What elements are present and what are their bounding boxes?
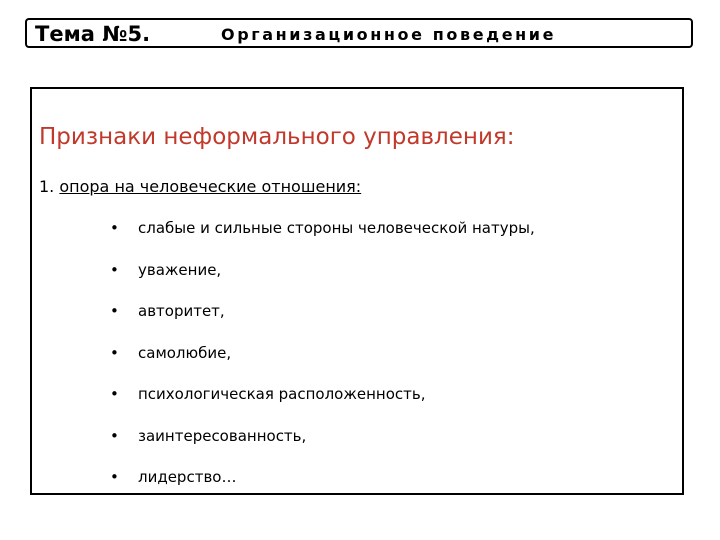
bullet-icon: • bbox=[110, 260, 119, 279]
course-title: Организационное поведение bbox=[221, 25, 557, 44]
list-item-text: слабые и сильные стороны человеческой натуры, bbox=[138, 219, 535, 237]
list-item-text: самолюбие, bbox=[138, 343, 232, 362]
slide-heading: Признаки неформального управления: bbox=[39, 124, 515, 150]
bullet-icon: • bbox=[110, 468, 119, 486]
list-item-text: авторитет, bbox=[138, 302, 225, 320]
point-1 bbox=[39, 177, 361, 197]
bullet-icon: • bbox=[110, 219, 119, 237]
list-item-text: уважение, bbox=[138, 260, 222, 279]
list-item-text: психологическая расположенность, bbox=[138, 385, 426, 403]
bullet-icon: • bbox=[110, 426, 119, 445]
bullet-icon: • bbox=[110, 385, 119, 403]
bullet-icon: • bbox=[110, 302, 119, 320]
topic-number: Тема №5. bbox=[35, 22, 151, 46]
point-number: 1. bbox=[39, 177, 55, 196]
point-label: опора на человеческие отношения: bbox=[59, 177, 362, 196]
content-panel bbox=[30, 87, 684, 495]
list-item-text: лидерство… bbox=[138, 468, 237, 486]
list-item-text: заинтересованность, bbox=[138, 426, 307, 445]
bullet-icon: • bbox=[110, 343, 119, 362]
topic-header bbox=[25, 18, 693, 48]
